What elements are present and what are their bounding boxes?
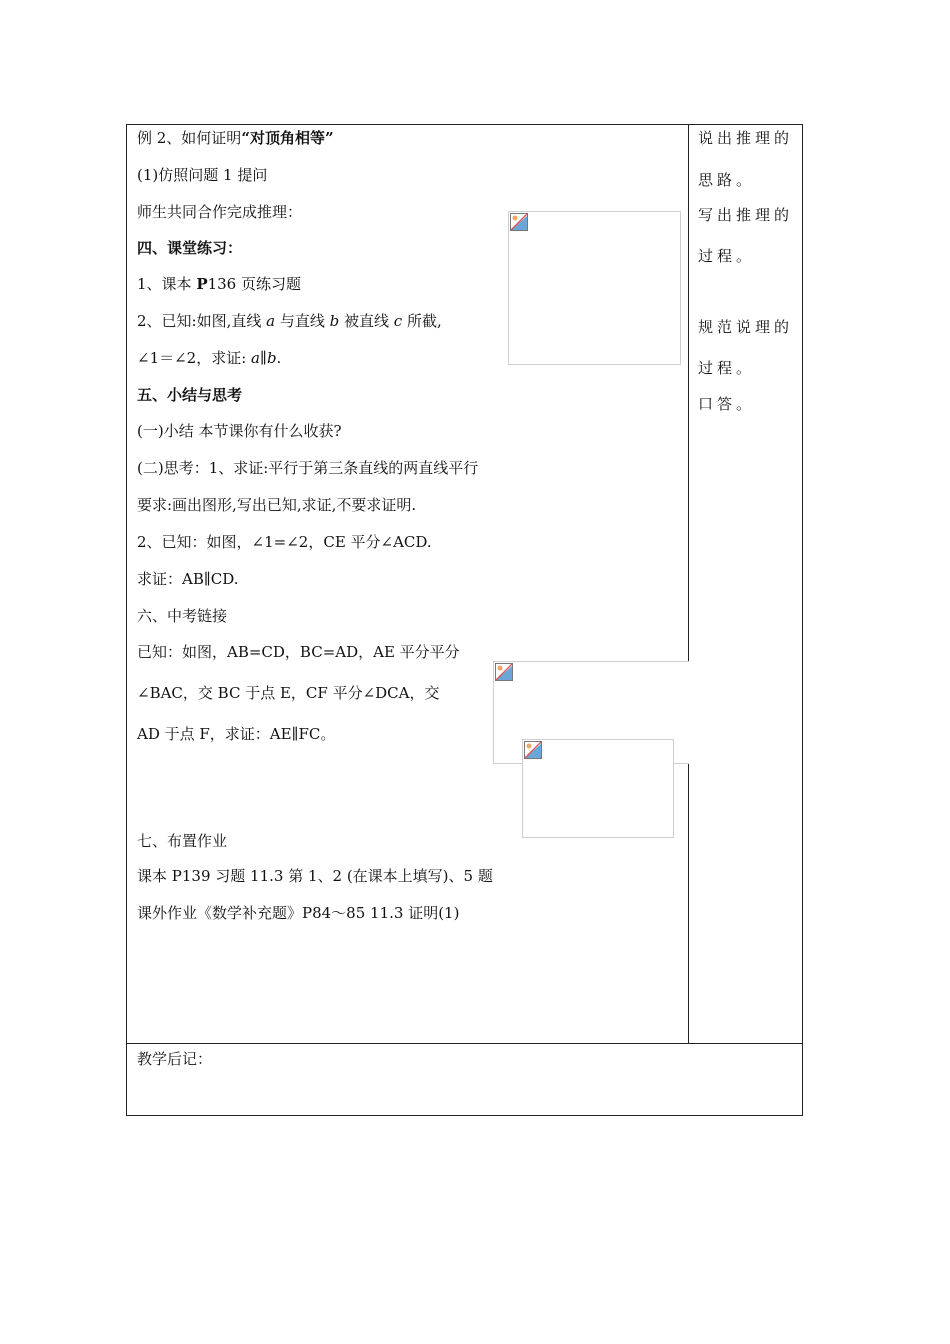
figure-image-1 bbox=[508, 211, 681, 365]
lesson-table bbox=[126, 124, 803, 1116]
homework-line-1: 课本 P139 习题 11.3 第 1、2 (在课本上填写)、5 题 bbox=[137, 867, 493, 885]
side-note-4: 过程。 bbox=[698, 247, 756, 265]
exam-line-3: AD 于点 F，求证：AE∥FC。 bbox=[137, 725, 336, 743]
thinking-line: (二)思考：1、求证:平行于第三条直线的两直线平行 bbox=[137, 459, 479, 477]
side-note-5: 规范说理的 bbox=[698, 318, 794, 336]
side-note-1: 说出推理的 bbox=[698, 129, 794, 147]
question-line: (1)仿照问题 1 提问 bbox=[137, 166, 268, 184]
section-7-heading: 七、布置作业 bbox=[137, 832, 228, 850]
thinking-2-line: 2、已知：如图，∠1=∠2，CE 平分∠ACD. bbox=[137, 533, 432, 551]
section-5-heading: 五、小结与思考 bbox=[137, 386, 243, 404]
row-divider bbox=[127, 1043, 802, 1044]
thinking-2-prove-line: 求证：AB∥CD. bbox=[137, 570, 239, 588]
side-note-2: 思路。 bbox=[698, 171, 756, 189]
requirement-line: 要求:画出图形,写出已知,求证,不要求证明. bbox=[137, 496, 417, 514]
side-note-7: 口答。 bbox=[698, 395, 756, 413]
exercise-1-line: 1、课本 P136 页练习题 bbox=[137, 275, 301, 293]
side-note-6: 过程。 bbox=[698, 359, 756, 377]
example-2-line: 例 2、如何证明“对顶角相等” bbox=[137, 129, 334, 147]
teaching-postscript: 教学后记： bbox=[137, 1050, 213, 1068]
figure-image-3 bbox=[522, 739, 674, 838]
section-6-heading: 六、中考链接 bbox=[137, 607, 228, 625]
summary-line: (一)小结 本节课你有什么收获? bbox=[137, 422, 342, 440]
cooperate-line: 师生共同合作完成推理： bbox=[137, 203, 303, 221]
broken-image-icon bbox=[510, 213, 528, 231]
broken-image-icon bbox=[495, 663, 513, 681]
column-divider bbox=[688, 125, 689, 1043]
broken-image-icon bbox=[524, 741, 542, 759]
exercise-2-prove-line: ∠1＝∠2，求证: a∥b. bbox=[137, 349, 282, 367]
section-4-heading: 四、课堂练习： bbox=[137, 239, 243, 257]
exercise-2-line: 2、已知:如图,直线 a 与直线 b 被直线 c 所截, bbox=[137, 312, 442, 330]
homework-line-2: 课外作业《数学补充题》P84～85 11.3 证明(1) bbox=[137, 904, 460, 922]
side-note-3: 写出推理的 bbox=[698, 206, 794, 224]
exam-line-2: ∠BAC，交 BC 于点 E，CF 平分∠DCA，交 bbox=[137, 684, 440, 702]
exam-line-1: 已知：如图，AB=CD，BC=AD，AE 平分平分 bbox=[137, 643, 460, 661]
